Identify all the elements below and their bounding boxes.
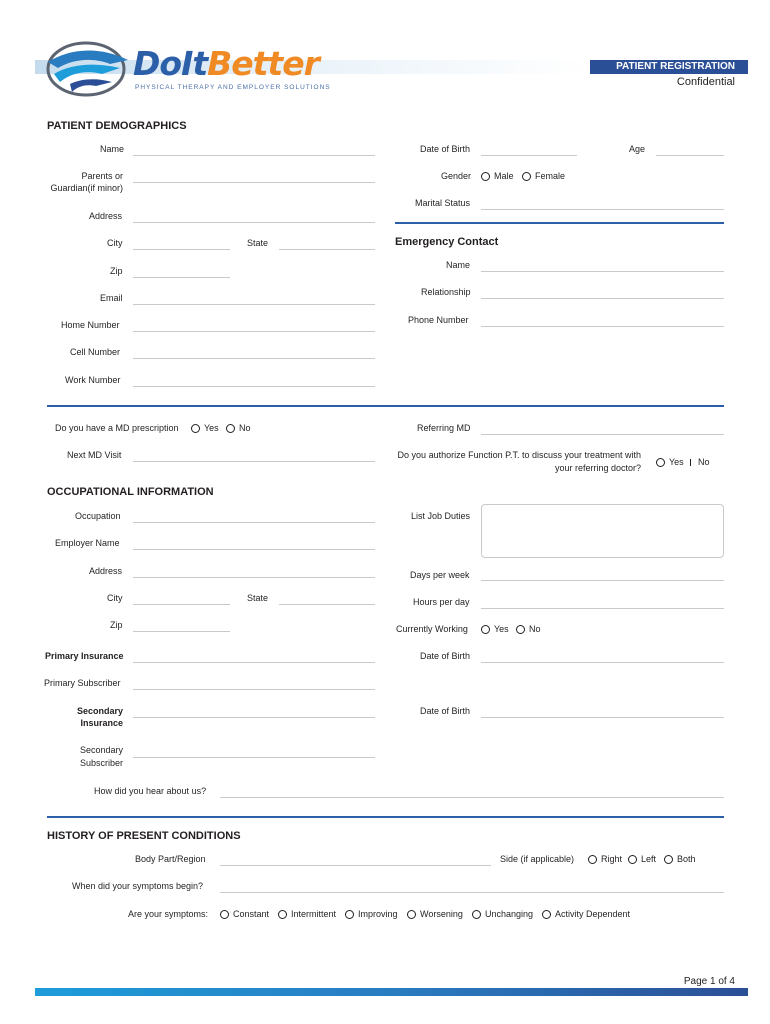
female-text: Female [535, 171, 566, 181]
dob-label: Date of Birth [420, 144, 471, 154]
history-divider [47, 816, 724, 818]
primary-subscriber-label: Primary Subscriber [44, 678, 121, 688]
days-per-week-field[interactable] [481, 580, 724, 581]
side-left-option[interactable] [628, 854, 656, 864]
unchanging-text: Unchanging [485, 909, 534, 919]
occ-city-label: City [107, 593, 123, 603]
yes-text: Yes [669, 457, 684, 467]
working-yes-option[interactable] [481, 624, 509, 634]
radio-icon[interactable] [278, 910, 287, 919]
guardian-label: Guardian(if minor) [50, 183, 123, 193]
primary-insurance-label: Primary Insurance [45, 651, 124, 661]
occ-state-label: State [247, 593, 269, 603]
footer-bar [35, 988, 748, 996]
brand-doit: DoIt [133, 44, 208, 83]
occ-city-field[interactable] [133, 604, 230, 605]
gender-label: Gender [441, 171, 472, 181]
secondary-insurance-label-2: Insurance [80, 718, 123, 728]
parents-label: Parents or [81, 171, 123, 181]
age-field[interactable] [656, 155, 724, 156]
page-number: Page 1 of 4 [683, 976, 735, 987]
address-label: Address [89, 211, 123, 221]
heard-about-field[interactable] [220, 797, 724, 798]
days-per-week-label: Days per week [410, 570, 470, 580]
authorize-yes-option[interactable] [656, 457, 684, 467]
state-field[interactable] [279, 249, 375, 250]
radio-icon[interactable] [628, 855, 637, 864]
secondary-subscriber-label-1: Secondary [79, 745, 123, 755]
male-text: Male [494, 171, 514, 181]
radio-icon[interactable] [522, 172, 531, 181]
left-text: Left [641, 854, 657, 864]
hours-per-day-field[interactable] [481, 608, 724, 609]
primary-insurance-field[interactable] [133, 662, 375, 663]
radio-icon[interactable] [690, 459, 692, 466]
side-label: Side (if applicable) [500, 854, 575, 864]
emergency-phone-field[interactable] [481, 326, 724, 327]
radio-icon[interactable] [407, 910, 416, 919]
radio-icon[interactable] [588, 855, 597, 864]
currently-working-label: Currently Working [396, 624, 468, 634]
yes-text: Yes [204, 423, 219, 433]
age-label: Age [629, 144, 646, 154]
no-text: No [698, 457, 710, 467]
gender-female-option[interactable] [522, 171, 565, 181]
relationship-field[interactable] [481, 298, 724, 299]
authorize-label-line2: your referring doctor? [554, 463, 641, 473]
yes-text: Yes [494, 624, 509, 634]
emergency-name-field[interactable] [481, 271, 724, 272]
radio-icon[interactable] [220, 910, 229, 919]
constant-text: Constant [233, 909, 270, 919]
primary-subscriber-field[interactable] [133, 689, 375, 690]
secondary-dob-field[interactable] [481, 717, 724, 718]
occupation-field[interactable] [133, 522, 375, 523]
right-text: Right [601, 854, 623, 864]
section-heading-occupational: OCCUPATIONAL INFORMATION [47, 486, 214, 498]
symptoms-began-label: When did your symptoms begin? [72, 881, 204, 891]
md-prescription-no-option[interactable] [226, 423, 251, 433]
cell-number-label: Cell Number [70, 347, 121, 357]
symptom-activity-option[interactable] [542, 909, 630, 919]
occ-address-label: Address [89, 566, 123, 576]
occ-state-field[interactable] [279, 604, 375, 605]
md-divider [47, 405, 724, 407]
name-label: Name [100, 144, 125, 154]
radio-icon[interactable] [516, 625, 525, 634]
occ-zip-label: Zip [110, 620, 123, 630]
relationship-label: Relationship [421, 287, 471, 297]
home-number-field[interactable] [133, 331, 375, 332]
both-text: Both [677, 854, 696, 864]
zip-field[interactable] [133, 277, 230, 278]
improving-text: Improving [358, 909, 398, 919]
referring-md-label: Referring MD [417, 423, 471, 433]
guardian-field[interactable] [133, 182, 375, 183]
brand-logo-text [133, 44, 319, 83]
city-field[interactable] [133, 249, 230, 250]
secondary-dob-label: Date of Birth [420, 706, 471, 716]
working-no-option[interactable] [516, 624, 541, 634]
radio-icon[interactable] [345, 910, 354, 919]
brand-better: Better [207, 44, 319, 83]
job-duties-label: List Job Duties [411, 511, 471, 521]
secondary-insurance-field[interactable] [133, 717, 375, 718]
symptom-constant-option[interactable] [220, 909, 269, 919]
next-md-visit-field[interactable] [133, 461, 375, 462]
no-text: No [529, 624, 541, 634]
intermittent-text: Intermittent [291, 909, 337, 919]
marital-label: Marital Status [415, 198, 471, 208]
emergency-name-label: Name [446, 260, 471, 270]
symptoms-label: Are your symptoms: [128, 909, 209, 919]
radio-icon[interactable] [191, 424, 200, 433]
side-both-option[interactable] [664, 854, 696, 864]
section-heading-demographics: PATIENT DEMOGRAPHICS [47, 120, 187, 132]
heard-about-label: How did you hear about us? [94, 786, 207, 796]
home-number-label: Home Number [61, 320, 120, 330]
emergency-phone-label: Phone Number [408, 315, 469, 325]
employer-name-label: Employer Name [55, 538, 120, 548]
dob-field[interactable] [481, 155, 577, 156]
authorize-no-option[interactable] [690, 457, 710, 467]
secondary-subscriber-label-2: Subscriber [79, 758, 123, 768]
symptom-unchanging-option[interactable] [472, 909, 533, 919]
marital-field[interactable] [481, 209, 724, 210]
employer-name-field[interactable] [133, 549, 375, 550]
secondary-subscriber-field[interactable] [133, 757, 375, 758]
radio-icon[interactable] [664, 855, 673, 864]
city-label: City [107, 238, 123, 248]
occupation-label: Occupation [75, 511, 121, 521]
radio-icon[interactable] [226, 424, 235, 433]
activity-dependent-text: Activity Dependent [555, 909, 631, 919]
symptom-improving-option[interactable] [345, 909, 398, 919]
side-right-option[interactable] [588, 854, 622, 864]
symptoms-began-field[interactable] [220, 892, 724, 893]
address-field[interactable] [133, 222, 375, 223]
zip-label: Zip [110, 266, 123, 276]
worsening-text: Worsening [420, 909, 463, 919]
cell-number-field[interactable] [133, 358, 375, 359]
no-text: No [239, 423, 251, 433]
primary-dob-field[interactable] [481, 662, 724, 663]
symptom-worsening-option[interactable] [407, 909, 463, 919]
hours-per-day-label: Hours per day [413, 597, 470, 607]
email-label: Email [100, 293, 123, 303]
md-prescription-label: Do you have a MD prescription [55, 423, 179, 433]
gender-male-option[interactable] [481, 171, 514, 181]
occ-zip-field[interactable] [133, 631, 230, 632]
radio-icon[interactable] [656, 458, 665, 467]
secondary-insurance-label-1: Secondary [76, 706, 123, 716]
body-part-label: Body Part/Region [135, 854, 206, 864]
work-number-field[interactable] [133, 386, 375, 387]
md-prescription-yes-option[interactable] [191, 423, 219, 433]
brand-tagline: PHYSICAL THERAPY AND EMPLOYER SOLUTIONS [135, 84, 331, 91]
referring-md-field[interactable] [481, 434, 724, 435]
symptom-intermittent-option[interactable] [278, 909, 336, 919]
job-duties-textarea[interactable] [481, 504, 724, 558]
body-part-field[interactable] [220, 865, 491, 866]
email-field[interactable] [133, 304, 375, 305]
emergency-divider [395, 222, 724, 224]
document-title: PATIENT REGISTRATION [616, 61, 735, 72]
logo-mark-icon [40, 38, 132, 100]
radio-icon[interactable] [481, 172, 490, 181]
emergency-heading: Emergency Contact [395, 236, 499, 248]
name-field[interactable] [133, 155, 375, 156]
occ-address-field[interactable] [133, 577, 375, 578]
document-subtitle: Confidential [676, 76, 735, 88]
authorize-label-line1: Do you authorize Function P.T. to discuss your treatment with [397, 450, 641, 460]
radio-icon[interactable] [542, 910, 551, 919]
primary-dob-label: Date of Birth [420, 651, 471, 661]
work-number-label: Work Number [65, 375, 121, 385]
radio-icon[interactable] [472, 910, 481, 919]
radio-icon[interactable] [481, 625, 490, 634]
next-md-visit-label: Next MD Visit [67, 450, 122, 460]
section-heading-history: HISTORY OF PRESENT CONDITIONS [47, 830, 241, 842]
state-label: State [247, 238, 269, 248]
